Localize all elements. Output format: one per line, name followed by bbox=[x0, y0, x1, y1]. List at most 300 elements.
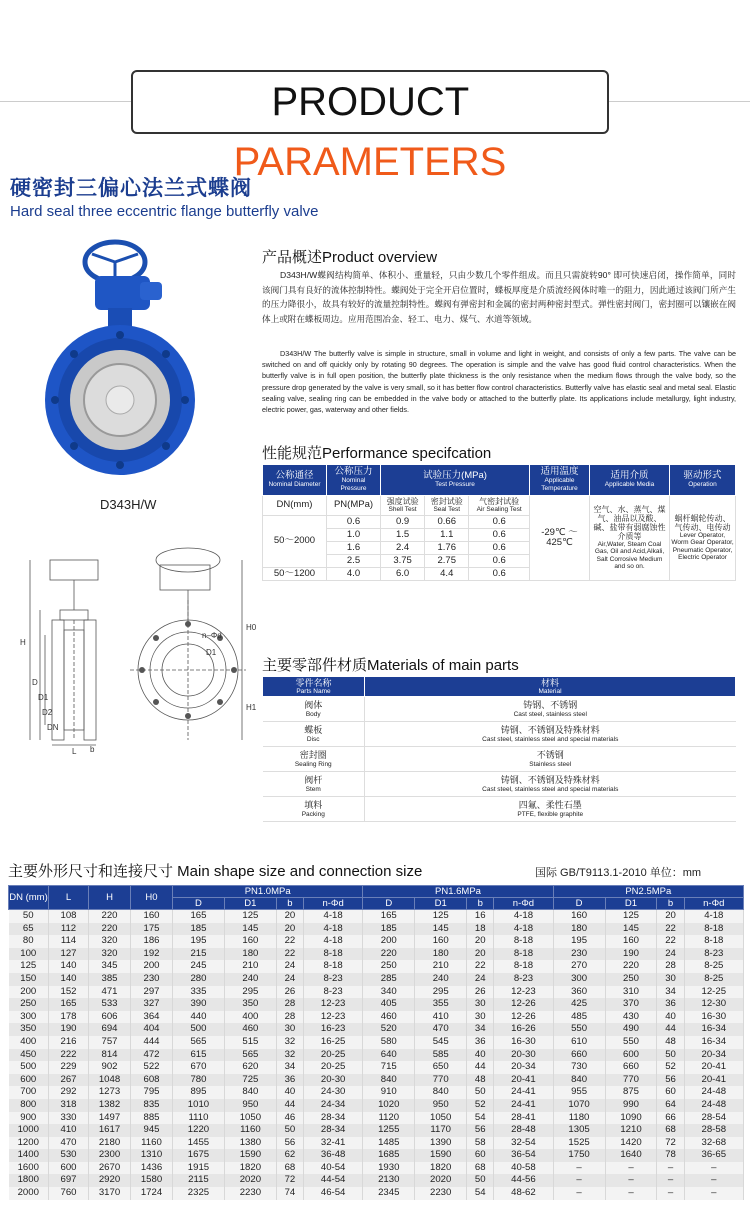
table-cell: 8-25 bbox=[684, 973, 743, 986]
table-cell: 36 bbox=[657, 998, 684, 1011]
table-cell: 20 bbox=[657, 910, 684, 923]
table-cell: – bbox=[605, 1174, 657, 1187]
table-cell: 24 bbox=[276, 960, 303, 973]
model-caption: D343H/W bbox=[100, 497, 157, 512]
table-cell: 190 bbox=[49, 1023, 89, 1036]
table-cell: 280 bbox=[173, 973, 225, 986]
table-cell: 24-30 bbox=[303, 1086, 362, 1099]
table-cell: 1820 bbox=[224, 1162, 276, 1175]
table-cell: 220 bbox=[605, 960, 657, 973]
table-cell: 545 bbox=[415, 1036, 467, 1049]
table-cell: 3170 bbox=[89, 1187, 131, 1200]
table-cell: 245 bbox=[173, 960, 225, 973]
perf-head-media: 适用介质 bbox=[610, 470, 649, 481]
title-word-product: PRODUCT bbox=[271, 80, 469, 124]
table-cell: 152 bbox=[49, 986, 89, 999]
table-cell: 20-41 bbox=[684, 1074, 743, 1087]
table-cell: 72 bbox=[276, 1174, 303, 1187]
label-dn: DN bbox=[47, 723, 59, 732]
table-row bbox=[263, 697, 736, 722]
table-cell: 28-48 bbox=[494, 1124, 553, 1137]
table-cell: 48 bbox=[467, 1074, 494, 1087]
dim-subhead-cell: b bbox=[657, 898, 684, 910]
label-front-d1: D1 bbox=[206, 648, 217, 657]
table-cell: 327 bbox=[131, 998, 173, 1011]
table-cell: 770 bbox=[605, 1074, 657, 1087]
table-cell: 24 bbox=[467, 973, 494, 986]
table-cell: 20 bbox=[467, 935, 494, 948]
table-cell: 1.5 bbox=[381, 528, 425, 541]
table-cell: 1050 bbox=[415, 1112, 467, 1125]
perf-head-op: 驱动形式 bbox=[683, 470, 722, 481]
table-cell: 780 bbox=[173, 1074, 225, 1087]
table-row bbox=[9, 1149, 744, 1162]
table-cell: 36-65 bbox=[684, 1149, 743, 1162]
table-cell: 945 bbox=[131, 1124, 173, 1137]
table-cell: 68 bbox=[467, 1162, 494, 1175]
dim-head-h0: H0 bbox=[131, 886, 173, 910]
table-cell: – bbox=[605, 1187, 657, 1200]
table-cell: 955 bbox=[553, 1086, 605, 1099]
table-cell: 127 bbox=[49, 948, 89, 961]
table-cell: 210 bbox=[415, 960, 467, 973]
table-row bbox=[9, 998, 744, 1011]
overview-text-en: D343H/W The butterfly valve is simple in structure, small in volume and light in weight, and consists of only a few parts. The valve can be switched on and off quickly only by rotating 90 degrees. The operation is simple and the valve has good fluid control characteristics. When the butterfly valve is in full open position, the butterfly plate thickness is the only resistance when the medium flows through the valve body, so the pressure drop generated by the valve is very small, so it has better flow control characteristics. Butterfly valve has elastic seal and metal seal. Elastic sealing valve, sealing ring can be embedded in the valve body or attached to the butterfly plate. Its applications include metallurgy, light industry, electric power, gas, waterway and other fields. bbox=[262, 349, 736, 415]
table-cell: 2230 bbox=[224, 1187, 276, 1200]
table-cell: 112 bbox=[49, 923, 89, 936]
table-cell: 20-30 bbox=[303, 1074, 362, 1087]
label-h1: H1 bbox=[246, 703, 257, 712]
table-cell: 178 bbox=[49, 1011, 89, 1024]
table-cell: 180 bbox=[415, 948, 467, 961]
table-cell: 515 bbox=[224, 1036, 276, 1049]
table-cell: 725 bbox=[224, 1074, 276, 1087]
table-cell: 1.0 bbox=[327, 528, 381, 541]
table-cell: 1110 bbox=[173, 1112, 225, 1125]
table-cell: 30 bbox=[657, 973, 684, 986]
table-cell: 757 bbox=[89, 1036, 131, 1049]
table-cell: 0.6 bbox=[469, 554, 530, 567]
mat-head-part: 零件名称 bbox=[295, 678, 332, 688]
table-cell: 230 bbox=[131, 973, 173, 986]
table-cell: 444 bbox=[131, 1036, 173, 1049]
table-cell: 3.75 bbox=[381, 554, 425, 567]
table-cell: 78 bbox=[657, 1149, 684, 1162]
table-row bbox=[9, 935, 744, 948]
table-cell: 36 bbox=[276, 1074, 303, 1087]
table-cell: 165 bbox=[173, 910, 225, 923]
table-cell: 1.76 bbox=[425, 541, 469, 554]
table-row bbox=[9, 960, 744, 973]
table-cell: 600 bbox=[9, 1074, 49, 1087]
part-name-en: Body bbox=[305, 710, 321, 718]
table-cell: 160 bbox=[605, 935, 657, 948]
table-cell: 285 bbox=[363, 973, 415, 986]
table-cell: 160 bbox=[553, 910, 605, 923]
table-cell: 180 bbox=[553, 923, 605, 936]
table-cell: 50 bbox=[467, 1086, 494, 1099]
product-title-en: Hard seal three eccentric flange butterfly valve bbox=[10, 203, 319, 220]
table-cell: 175 bbox=[131, 923, 173, 936]
table-cell: 840 bbox=[553, 1074, 605, 1087]
part-material: 不锈钢 bbox=[536, 749, 564, 760]
table-cell: 250 bbox=[9, 998, 49, 1011]
dimensions-heading: 主要外形尺寸和连接尺寸 Main shape size and connection size bbox=[8, 863, 423, 880]
table-cell: 0.6 bbox=[469, 515, 530, 528]
label-d: D bbox=[32, 678, 38, 687]
table-cell: 795 bbox=[131, 1086, 173, 1099]
table-cell: 8-18 bbox=[303, 960, 362, 973]
table-cell: 640 bbox=[363, 1049, 415, 1062]
table-cell: 485 bbox=[553, 1011, 605, 1024]
table-cell: 565 bbox=[173, 1036, 225, 1049]
table-cell: 1675 bbox=[173, 1149, 225, 1162]
table-cell: 20-41 bbox=[684, 1061, 743, 1074]
dim-subhead-cell: D1 bbox=[415, 898, 467, 910]
table-cell: 875 bbox=[605, 1086, 657, 1099]
table-cell: 1305 bbox=[553, 1124, 605, 1137]
table-cell: 48 bbox=[657, 1036, 684, 1049]
table-cell: 52 bbox=[657, 1061, 684, 1074]
table-row bbox=[9, 948, 744, 961]
table-cell: 20 bbox=[276, 910, 303, 923]
table-cell: 165 bbox=[49, 998, 89, 1011]
table-cell: 185 bbox=[363, 923, 415, 936]
perf-media-cn: 空气、水、蒸气、煤气、油品以及酸、碱、盐带有弱腐蚀性介质等 bbox=[593, 504, 666, 541]
table-cell: 364 bbox=[131, 1011, 173, 1024]
table-cell: 2.4 bbox=[381, 541, 425, 554]
table-cell: 405 bbox=[363, 998, 415, 1011]
table-cell: 900 bbox=[9, 1112, 49, 1125]
table-cell: 220 bbox=[89, 923, 131, 936]
table-cell: 160 bbox=[224, 935, 276, 948]
table-cell: 2115 bbox=[173, 1174, 225, 1187]
table-cell: 990 bbox=[605, 1099, 657, 1112]
table-cell: 770 bbox=[415, 1074, 467, 1087]
table-cell: 1455 bbox=[173, 1137, 225, 1150]
perf-sub-air-en: Air Sealing Test bbox=[476, 506, 522, 513]
table-cell: 32 bbox=[276, 1036, 303, 1049]
table-cell: 229 bbox=[49, 1061, 89, 1074]
table-cell: 610 bbox=[553, 1036, 605, 1049]
table-cell: 2130 bbox=[363, 1174, 415, 1187]
table-cell: 24-41 bbox=[494, 1086, 553, 1099]
table-cell: 16 bbox=[467, 910, 494, 923]
table-cell: 310 bbox=[605, 986, 657, 999]
part-material-en: Cast steel, stainless steel and special materials bbox=[482, 735, 619, 743]
table-cell: 220 bbox=[363, 948, 415, 961]
table-cell: 8-18 bbox=[684, 923, 743, 936]
table-cell: 318 bbox=[49, 1099, 89, 1112]
table-cell: 48-62 bbox=[494, 1187, 553, 1200]
table-cell: 471 bbox=[89, 986, 131, 999]
table-cell: 200 bbox=[363, 935, 415, 948]
product-title-cn: 硬密封三偏心法兰式蝶阀 bbox=[10, 177, 252, 200]
table-cell: 300 bbox=[553, 973, 605, 986]
perf-head-temp: 适用温度 bbox=[540, 466, 579, 477]
table-cell: 28-34 bbox=[303, 1112, 362, 1125]
table-cell: 16-30 bbox=[494, 1036, 553, 1049]
table-cell: 1930 bbox=[363, 1162, 415, 1175]
table-row bbox=[263, 797, 736, 822]
dim-subhead-cell: n-Φd bbox=[494, 898, 553, 910]
dimensions-table bbox=[8, 885, 744, 1200]
label-nd: n–Φd bbox=[202, 631, 222, 640]
table-cell: 65 bbox=[9, 923, 49, 936]
table-cell: 16-23 bbox=[303, 1023, 362, 1036]
table-cell: 1640 bbox=[605, 1149, 657, 1162]
table-cell: 270 bbox=[553, 960, 605, 973]
label-d2: D2 bbox=[42, 708, 53, 717]
materials-table bbox=[262, 676, 736, 822]
table-row bbox=[9, 1061, 744, 1074]
part-name: 密封圈 bbox=[299, 749, 327, 760]
table-cell: 8-18 bbox=[303, 948, 362, 961]
part-material-en: Stainless steel bbox=[529, 760, 572, 768]
table-cell: 125 bbox=[415, 910, 467, 923]
table-cell: 410 bbox=[415, 1011, 467, 1024]
table-cell: – bbox=[553, 1174, 605, 1187]
table-cell: 1.6 bbox=[327, 541, 381, 554]
table-cell: 1420 bbox=[605, 1137, 657, 1150]
table-cell: 1220 bbox=[173, 1124, 225, 1137]
perf-head-dn: 公称通径 bbox=[275, 470, 314, 481]
table-cell: 60 bbox=[657, 1086, 684, 1099]
table-cell: 1010 bbox=[173, 1099, 225, 1112]
table-cell: 1590 bbox=[224, 1149, 276, 1162]
part-material-en: PTFE, flexible graphite bbox=[517, 810, 584, 818]
table-cell: 840 bbox=[224, 1086, 276, 1099]
table-cell: 160 bbox=[131, 910, 173, 923]
table-cell: 360 bbox=[553, 986, 605, 999]
table-cell: 30 bbox=[467, 998, 494, 1011]
table-cell: 220 bbox=[89, 910, 131, 923]
table-cell: 1590 bbox=[415, 1149, 467, 1162]
table-row bbox=[9, 1112, 744, 1125]
table-cell: 24-48 bbox=[684, 1099, 743, 1112]
table-cell: 125 bbox=[9, 960, 49, 973]
table-cell: 1724 bbox=[131, 1187, 173, 1200]
table-cell: 32-54 bbox=[494, 1137, 553, 1150]
table-cell: 295 bbox=[415, 986, 467, 999]
table-cell: 145 bbox=[224, 923, 276, 936]
table-cell: 1617 bbox=[89, 1124, 131, 1137]
table-cell: 26 bbox=[276, 986, 303, 999]
table-cell: 32 bbox=[276, 1049, 303, 1062]
table-cell: 580 bbox=[363, 1036, 415, 1049]
table-cell: 1497 bbox=[89, 1112, 131, 1125]
table-cell: 8-18 bbox=[494, 948, 553, 961]
table-cell: 145 bbox=[415, 923, 467, 936]
table-cell: 2300 bbox=[89, 1149, 131, 1162]
table-cell: 385 bbox=[89, 973, 131, 986]
table-cell: 895 bbox=[173, 1086, 225, 1099]
mat-head-material-en: Material bbox=[538, 688, 562, 695]
table-cell: 140 bbox=[49, 960, 89, 973]
table-row bbox=[9, 1011, 744, 1024]
table-cell: 0.6 bbox=[469, 528, 530, 541]
perf-sub-dn: DN(mm) bbox=[263, 496, 327, 516]
table-cell: 660 bbox=[605, 1061, 657, 1074]
table-cell: 840 bbox=[415, 1086, 467, 1099]
perf-sub-shell: 强度试验 bbox=[386, 497, 419, 506]
perf-op-cn: 蜗杆蜗轮传动、气传动、电传动 bbox=[674, 513, 731, 532]
table-cell: 1000 bbox=[9, 1124, 49, 1137]
table-cell: 835 bbox=[131, 1099, 173, 1112]
table-cell: 8-23 bbox=[684, 948, 743, 961]
table-cell: 22 bbox=[657, 935, 684, 948]
table-cell: 500 bbox=[173, 1023, 225, 1036]
table-cell: 425 bbox=[553, 998, 605, 1011]
table-cell: – bbox=[605, 1162, 657, 1175]
table-cell: – bbox=[684, 1162, 743, 1175]
table-cell: 32-68 bbox=[684, 1137, 743, 1150]
table-cell: 2230 bbox=[415, 1187, 467, 1200]
table-cell: 1200 bbox=[9, 1137, 49, 1150]
table-cell: 440 bbox=[173, 1011, 225, 1024]
table-cell: 472 bbox=[131, 1049, 173, 1062]
table-cell: 145 bbox=[605, 923, 657, 936]
table-cell: 295 bbox=[224, 986, 276, 999]
table-cell: 44 bbox=[467, 1061, 494, 1074]
table-cell: 1400 bbox=[9, 1149, 49, 1162]
table-cell: 210 bbox=[224, 960, 276, 973]
table-cell: 222 bbox=[49, 1049, 89, 1062]
table-cell: 40 bbox=[276, 1086, 303, 1099]
table-cell: 2.75 bbox=[425, 554, 469, 567]
perf-head-pn-en: Nominal Pressure bbox=[340, 477, 367, 492]
table-cell: 1048 bbox=[89, 1074, 131, 1087]
table-cell: 20-34 bbox=[494, 1061, 553, 1074]
table-cell: 1390 bbox=[415, 1137, 467, 1150]
table-cell: 730 bbox=[553, 1061, 605, 1074]
table-cell: 520 bbox=[363, 1023, 415, 1036]
table-cell: 22 bbox=[657, 923, 684, 936]
dim-subhead-cell: D bbox=[363, 898, 415, 910]
table-cell: 8-23 bbox=[303, 973, 362, 986]
table-cell: 36-48 bbox=[303, 1149, 362, 1162]
table-cell: 108 bbox=[49, 910, 89, 923]
table-cell: 267 bbox=[49, 1074, 89, 1087]
table-cell: 28-34 bbox=[303, 1124, 362, 1137]
table-cell: 345 bbox=[89, 960, 131, 973]
perf-head-temp-en: Applicable Temperature bbox=[541, 477, 578, 492]
table-cell: 20-25 bbox=[303, 1049, 362, 1062]
table-cell: 4-18 bbox=[303, 910, 362, 923]
table-row bbox=[9, 1074, 744, 1087]
table-cell: 6.0 bbox=[381, 567, 425, 580]
perf-sub-pn: PN(MPa) bbox=[327, 496, 381, 516]
table-cell: 600 bbox=[605, 1049, 657, 1062]
table-cell: 4-18 bbox=[684, 910, 743, 923]
table-cell: 1800 bbox=[9, 1174, 49, 1187]
table-cell: 24-34 bbox=[303, 1099, 362, 1112]
table-cell: 1.1 bbox=[425, 528, 469, 541]
part-name: 阀体 bbox=[304, 699, 323, 710]
table-cell: 185 bbox=[173, 923, 225, 936]
table-cell: 50 bbox=[467, 1174, 494, 1187]
table-cell: 40-58 bbox=[494, 1162, 553, 1175]
table-cell: 1485 bbox=[363, 1137, 415, 1150]
table-row bbox=[9, 1124, 744, 1137]
perf-sub-seal: 密封试验 bbox=[430, 497, 463, 506]
table-cell: 26 bbox=[467, 986, 494, 999]
table-cell: 250 bbox=[605, 973, 657, 986]
table-cell: 1120 bbox=[363, 1112, 415, 1125]
table-cell: 404 bbox=[131, 1023, 173, 1036]
table-cell: 195 bbox=[553, 935, 605, 948]
table-cell: 16-30 bbox=[684, 1011, 743, 1024]
table-cell: 22 bbox=[276, 948, 303, 961]
table-cell: 40 bbox=[657, 1011, 684, 1024]
table-cell: 606 bbox=[89, 1011, 131, 1024]
table-cell: 4-18 bbox=[494, 923, 553, 936]
table-cell: 1020 bbox=[363, 1099, 415, 1112]
table-row bbox=[9, 1036, 744, 1049]
table-cell: 24-48 bbox=[684, 1086, 743, 1099]
table-cell: 400 bbox=[9, 1036, 49, 1049]
part-material: 铸钢、不锈钢及特殊材料 bbox=[500, 774, 600, 785]
table-cell: 450 bbox=[9, 1049, 49, 1062]
table-cell: 125 bbox=[224, 910, 276, 923]
mat-head-material: 材料 bbox=[540, 678, 559, 688]
dim-subhead-cell: n-Φd bbox=[303, 898, 362, 910]
table-row bbox=[9, 1086, 744, 1099]
table-cell: 1310 bbox=[131, 1149, 173, 1162]
table-cell: 16-34 bbox=[684, 1023, 743, 1036]
table-cell: 320 bbox=[89, 935, 131, 948]
table-cell: 74 bbox=[276, 1187, 303, 1200]
perf-media-en: Air,Water, Steam Coal Gas, Oil and Acid,Alkali, Salt Corrosive Medium and so on. bbox=[594, 540, 665, 571]
table-cell: 250 bbox=[363, 960, 415, 973]
label-d1: D1 bbox=[38, 693, 49, 702]
label-h: H bbox=[20, 638, 26, 647]
table-cell: 814 bbox=[89, 1049, 131, 1062]
table-cell: 150 bbox=[9, 973, 49, 986]
table-row bbox=[9, 923, 744, 936]
table-cell: 697 bbox=[49, 1174, 89, 1187]
table-cell: 0.6 bbox=[469, 541, 530, 554]
table-cell: 46 bbox=[276, 1112, 303, 1125]
perf-sub-shell-en: Shell Test bbox=[388, 506, 417, 513]
table-cell: 16-26 bbox=[494, 1023, 553, 1036]
table-cell: 950 bbox=[415, 1099, 467, 1112]
part-material: 铸钢、不锈钢及特殊材料 bbox=[500, 724, 600, 735]
label-l: L bbox=[72, 747, 77, 756]
table-cell: 44-54 bbox=[303, 1174, 362, 1187]
table-cell: 320 bbox=[89, 948, 131, 961]
table-cell: 2670 bbox=[89, 1162, 131, 1175]
table-cell: 12-23 bbox=[494, 986, 553, 999]
perf-sub-seal-en: Seal Test bbox=[433, 506, 461, 513]
table-cell: 620 bbox=[224, 1061, 276, 1074]
table-cell: 600 bbox=[49, 1162, 89, 1175]
table-cell: 62 bbox=[276, 1149, 303, 1162]
table-cell: 34 bbox=[467, 1023, 494, 1036]
table-cell: 1525 bbox=[553, 1137, 605, 1150]
table-cell: 80 bbox=[9, 935, 49, 948]
table-cell: 16-25 bbox=[303, 1036, 362, 1049]
table-cell: 460 bbox=[363, 1011, 415, 1024]
table-row bbox=[9, 1174, 744, 1187]
table-cell: 1160 bbox=[224, 1124, 276, 1137]
table-cell: 700 bbox=[9, 1086, 49, 1099]
table-cell: 100 bbox=[9, 948, 49, 961]
table-cell: 1820 bbox=[415, 1162, 467, 1175]
table-row bbox=[9, 1187, 744, 1200]
table-cell: 650 bbox=[415, 1061, 467, 1074]
dim-group-pn16: PN1.6MPa bbox=[363, 886, 553, 898]
